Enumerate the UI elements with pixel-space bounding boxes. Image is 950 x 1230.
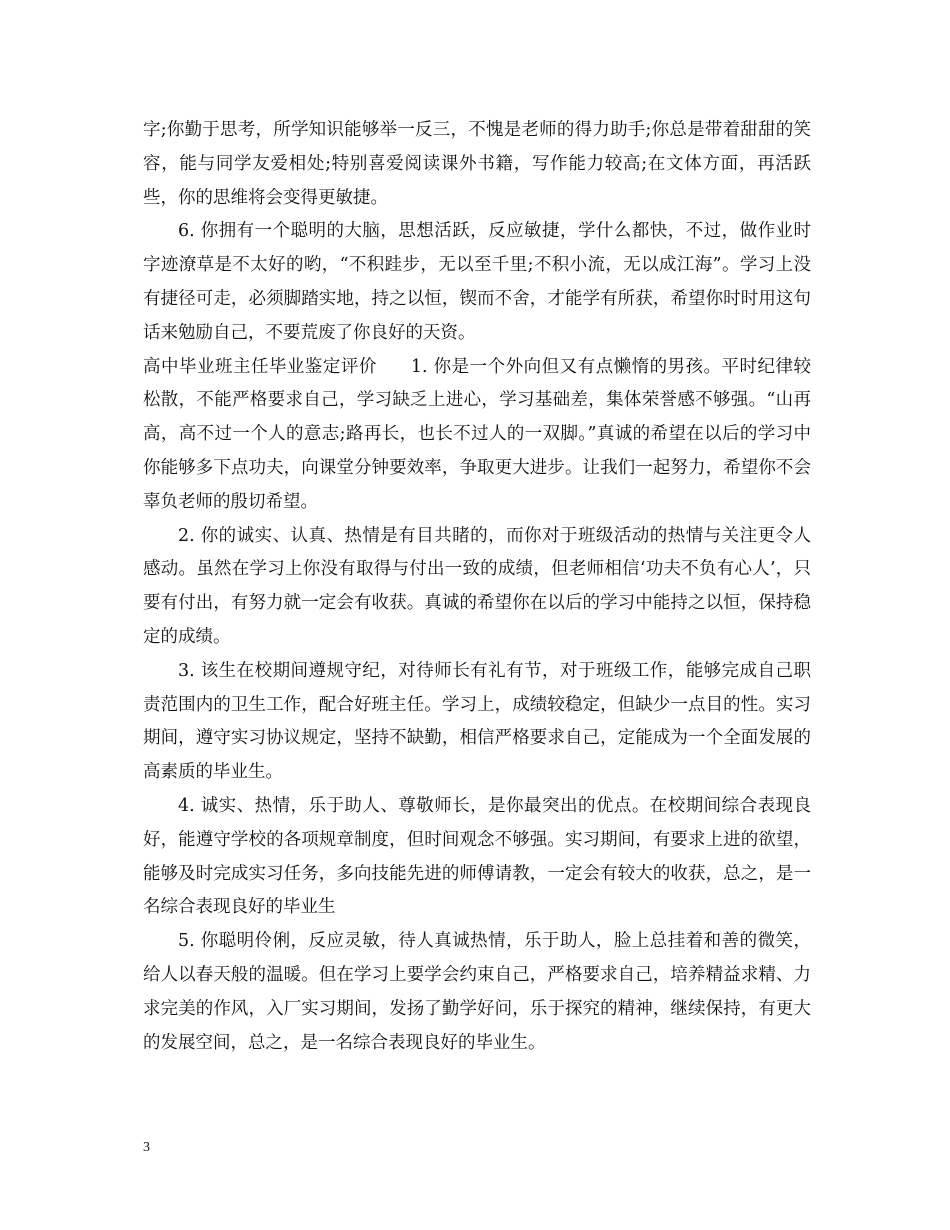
section-title: 高中毕业班主任毕业鉴定评价	[143, 356, 377, 377]
document-body	[143, 114, 811, 1060]
paragraph-item-2: 2. 你的诚实、认真、热情是有目共睹的，而你对于班级活动的热情与关注更令人感动。虽然在学习上你没有取得与付出一致的成绩，但老师相信‘功夫不负有心人’，只要有付出，有努力就一定会有收获。真诚的希望你在以后的学习中能持之以恒，保持稳定的成绩。	[143, 525, 811, 647]
paragraph-section-start	[143, 351, 811, 520]
section-item-1: 1. 你是一个外向但又有点懒惰的男孩。平时纪律较松散，不能严格要求自己，学习缺乏上进心，学习基础差，集体荣誉感不够强。“山再高，高不过一个人的意志;路再长，也长不过人的一双脚。”真诚的希望在以后的学习中你能够多下点功夫，向课堂分钟要效率，争取更大进步。让我们一起努力，希望你不会辜负老师的殷切希望。	[143, 356, 812, 512]
paragraph-continuation: 字;你勤于思考，所学知识能够举一反三，不愧是老师的得力助手;你总是带着甜甜的笑容，能与同学友爱相处;特别喜爱阅读课外书籍，写作能力较高;在文体方面，再活跃些，你的思维将会变得更敏捷。	[143, 120, 811, 208]
paragraph-item-6: 6. 你拥有一个聪明的大脑，思想活跃，反应敏捷，学什么都快，不过，做作业时字迹潦草是不太好的哟，“不积跬步，无以至千里;不积小流，无以成江海”。学习上没有捷径可走，必须脚踏实地，持之以恒，锲而不舍，才能学有所获，希望你时时用这句话来勉励自己，不要荒废了你良好的天资。	[143, 221, 811, 343]
paragraph-item-3: 3. 该生在校期间遵规守纪，对待师长有礼有节，对于班级工作，能够完成自己职责范围内的卫生工作，配合好班主任。学习上，成绩较稳定，但缺少一点目的性。实习期间，遵守实习协议规定，坚持不缺勤，相信严格要求自己，定能成为一个全面发展的高素质的毕业生。	[143, 660, 811, 783]
page-number: 3	[143, 1140, 150, 1155]
paragraph-item-5: 5. 你聪明伶俐，反应灵敏，待人真诚热情，乐于助人，脸上总挂着和善的微笑，给人以春天般的温暖。但在学习上要学会约束自己，严格要求自己，培养精益求精、力求完美的作风，入厂实习期间，发扬了勤学好问，乐于探究的精神，继续保持，有更大的发展空间，总之，是一名综合表现良好的毕业生。	[143, 931, 811, 1053]
paragraph-item-4: 4. 诚实、热情，乐于助人、尊敬师长，是你最突出的优点。在校期间综合表现良好，能遵守学校的各项规章制度，但时间观念不够强。实习期间，有要求上进的欲望，能够及时完成实习任务，多向技能先进的师傅请教，一定会有较大的收获，总之，是一名综合表现良好的毕业生	[143, 795, 811, 918]
